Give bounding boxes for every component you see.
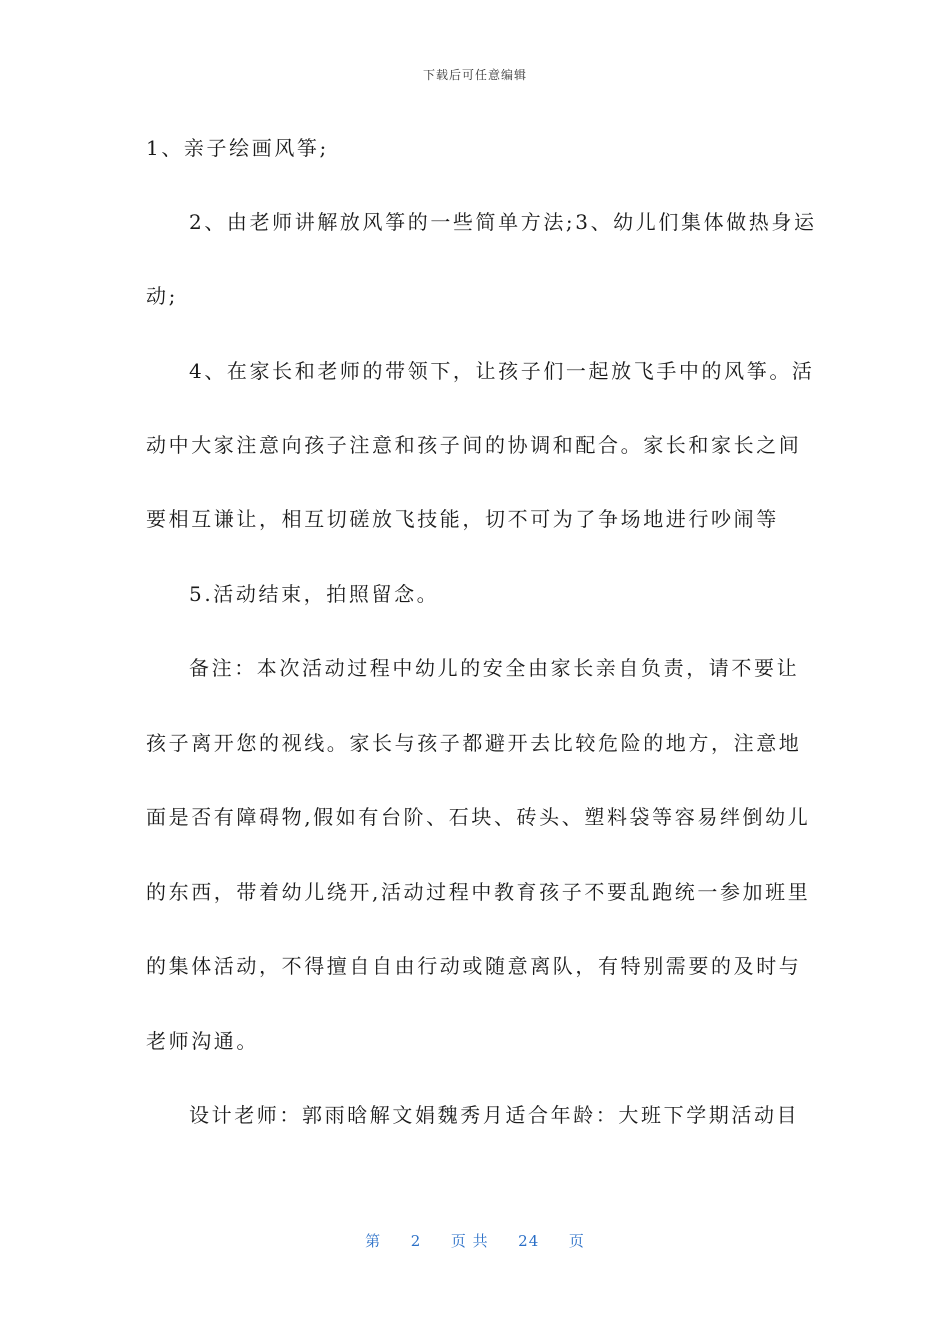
paragraph-line: 动中大家注意向孩子注意和孩子间的协调和配合。家长和家长之间 [146, 433, 802, 457]
paragraph-line: 动; [146, 284, 178, 308]
page-header: 下载后可任意编辑 [422, 68, 527, 82]
paragraph-line: 孩子离开您的视线。家长与孩子都避开去比较危险的地方，注意地 [146, 731, 802, 755]
paragraph-line: 4、在家长和老师的带领下，让孩子们一起放飞手中的风筝。活 [189, 359, 815, 383]
footer-total-pages: 24 [518, 1232, 540, 1250]
paragraph-line: 的集体活动，不得擅自自由行动或随意离队，有特别需要的及时与 [146, 954, 802, 978]
paragraph-line: 老师沟通。 [146, 1029, 259, 1053]
page-footer [0, 1230, 950, 1251]
paragraph-line: 设计老师：郭雨晗解文娟魏秀月适合年龄：大班下学期活动目 [189, 1103, 800, 1127]
paragraph-line: 要相互谦让，相互切磋放飞技能，切不可为了争场地进行吵闹等 [146, 507, 779, 531]
footer-total-label: 页 共 [450, 1232, 489, 1250]
paragraph-line: 2、由老师讲解放风筝的一些简单方法;3、幼儿们集体做热身运 [189, 210, 817, 234]
paragraph-line: 面是否有障碍物,假如有台阶、石块、砖头、塑料袋等容易绊倒幼儿 [146, 805, 811, 829]
paragraph-line: 1、亲子绘画风筝; [146, 136, 329, 160]
paragraph-line: 5.活动结束，拍照留念。 [189, 582, 440, 606]
footer-page-label: 第 [365, 1232, 382, 1250]
paragraph-line: 备注：本次活动过程中幼儿的安全由家长亲自负责，请不要让 [189, 656, 800, 680]
footer-page-number: 2 [410, 1232, 422, 1250]
footer-end-label: 页 [568, 1232, 585, 1250]
paragraph-line: 的东西，带着幼儿绕开,活动过程中教育孩子不要乱跑统一参加班里 [146, 880, 811, 904]
